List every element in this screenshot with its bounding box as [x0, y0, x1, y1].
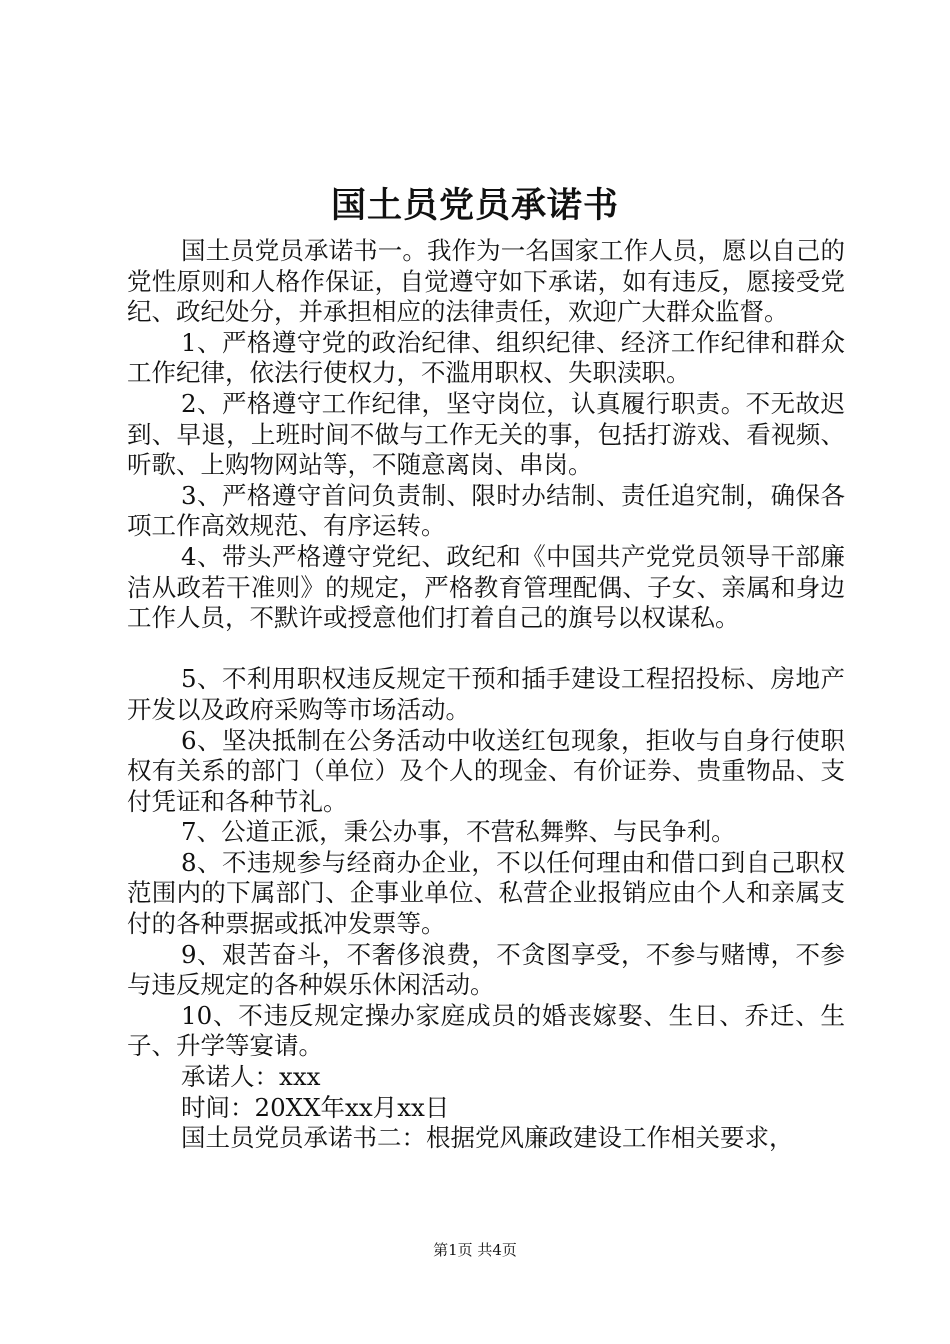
paragraph-item-5: 5、不利用职权违反规定干预和插手建设工程招投标、房地产开发以及政府采购等市场活动。	[127, 664, 845, 724]
paragraph-item-9: 9、艰苦奋斗，不奢侈浪费，不贪图享受，不参与赌博，不参与违反规定的各种娱乐休闲活动。	[127, 939, 845, 1000]
date-line: 时间：20XX年xx月xx日	[181, 1092, 450, 1122]
paragraph-item-3: 3、严格遵守首问负责制、限时办结制、责任追究制，确保各项工作高效规范、有序运转。	[127, 480, 845, 541]
blank-line	[127, 634, 845, 665]
paragraph-item-6: 6、坚决抵制在公务活动中收送红包现象，拒收与自身行使职权有关系的部门（单位）及个人的现金、有价证券、贵重物品、支付凭证和各种节礼。	[127, 725, 845, 816]
paragraph-item-10: 10、不违反规定操办家庭成员的婚丧嫁娶、生日、乔迁、生子、升学等宴请。	[127, 1000, 845, 1061]
document-body	[127, 236, 845, 1154]
paragraph-item-4: 4、带头严格遵守党纪、政纪和《中国共产党党员领导干部廉洁从政若干准则》的规定，严格教育管理配偶、子女、亲属和身边工作人员，不默许或授意他们打着自己的旗号以权谋私。	[127, 541, 845, 633]
paragraph-intro: 国土员党员承诺书一。我作为一名国家工作人员，愿以自己的党性原则和人格作保证，自觉遵守如下承诺，如有违反，愿接受党纪、政纪处分，并承担相应的法律责任，欢迎广大群众监督。	[127, 236, 845, 327]
paragraph-item-2: 2、严格遵守工作纪律，坚守岗位，认真履行职责。不无故迟到、早退，上班时间不做与工作无关的事，包括打游戏、看视频、听歌、上购物网站等，不随意离岗、串岗。	[127, 388, 845, 480]
paragraph-item-1: 1、严格遵守党的政治纪律、组织纪律、经济工作纪律和群众工作纪律，依法行使权力，不滥用职权、失职渎职。	[127, 327, 845, 388]
paragraph-item-7: 7、公道正派，秉公办事，不营私舞弊、与民争利。	[181, 817, 736, 847]
signatory-line: 承诺人：xxx	[181, 1062, 321, 1092]
paragraph-item-8: 8、不违规参与经商办企业，不以任何理由和借口到自己职权范围内的下属部门、企事业单位、私营企业报销应由个人和亲属支付的各种票据或抵冲发票等。	[127, 847, 845, 939]
paragraph-second-pledge: 国土员党员承诺书二：根据党风廉政建设工作相关要求，	[181, 1123, 794, 1153]
page-footer: 第1页 共4页	[433, 1241, 517, 1259]
document-title: 国土员党员承诺书	[330, 185, 619, 226]
